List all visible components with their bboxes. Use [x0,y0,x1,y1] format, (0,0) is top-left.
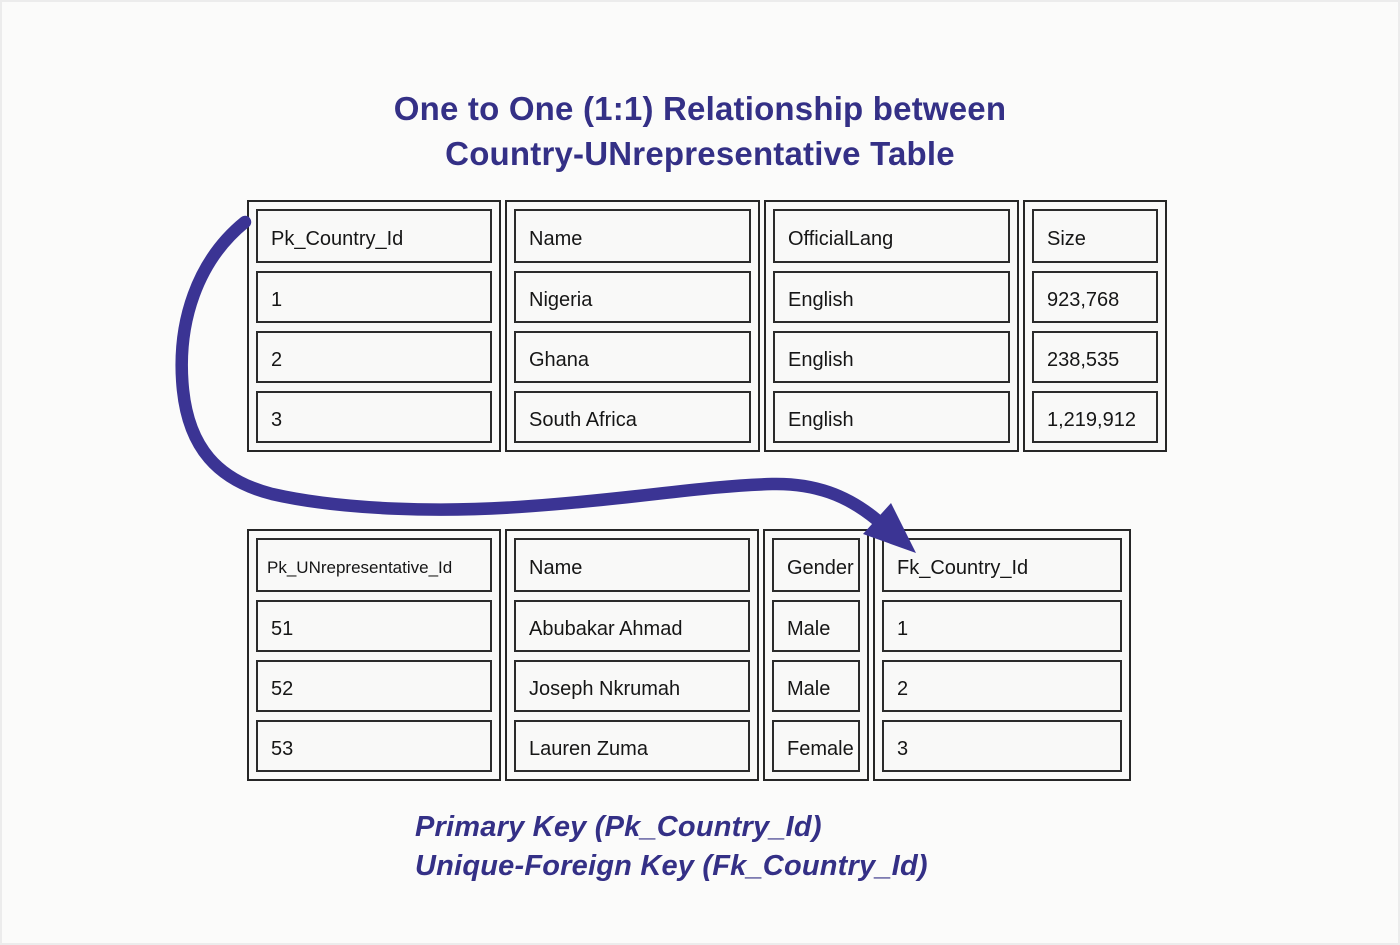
country-table [247,200,1167,452]
column-header: Name [514,538,750,592]
column-header: Pk_Country_Id [256,209,492,263]
table-column [505,529,759,781]
table-cell: Abubakar Ahmad [514,600,750,652]
table-column [1023,200,1167,452]
primary-key-caption: Primary Key (Pk_Country_Id) [415,811,822,843]
table-cell: Male [772,600,860,652]
table-cell: 2 [882,660,1122,712]
diagram-title [2,86,1398,176]
table-cell: 51 [256,600,492,652]
table-cell: 53 [256,720,492,772]
diagram-title-line2: Country-UNrepresentative Table [445,135,955,172]
table-cell: 923,768 [1032,271,1158,323]
table-cell: 52 [256,660,492,712]
table-cell: English [773,391,1010,443]
unrepresentative-table [247,529,1131,781]
column-header: Pk_UNrepresentative_Id [256,538,492,592]
table-cell: Male [772,660,860,712]
table-cell: South Africa [514,391,751,443]
foreign-key-caption: Unique-Foreign Key (Fk_Country_Id) [415,850,928,882]
column-header: Gender [772,538,860,592]
table-cell: English [773,331,1010,383]
table-column [247,529,501,781]
column-header: Size [1032,209,1158,263]
table-column [764,200,1019,452]
table-cell: Female [772,720,860,772]
column-header: Fk_Country_Id [882,538,1122,592]
table-column [505,200,760,452]
table-cell: 1 [256,271,492,323]
table-cell: 238,535 [1032,331,1158,383]
table-cell: 3 [256,391,492,443]
table-cell: Joseph Nkrumah [514,660,750,712]
table-cell: 2 [256,331,492,383]
table-cell: 1,219,912 [1032,391,1158,443]
table-cell: English [773,271,1010,323]
table-column [247,200,501,452]
diagram-title-line1: One to One (1:1) Relationship between [393,90,1007,127]
key-caption [415,808,928,886]
table-cell: 3 [882,720,1122,772]
table-column [763,529,869,781]
table-cell: Lauren Zuma [514,720,750,772]
table-cell: 1 [882,600,1122,652]
column-header: OfficialLang [773,209,1010,263]
table-column [873,529,1131,781]
table-cell: Nigeria [514,271,751,323]
table-cell: Ghana [514,331,751,383]
column-header: Name [514,209,751,263]
